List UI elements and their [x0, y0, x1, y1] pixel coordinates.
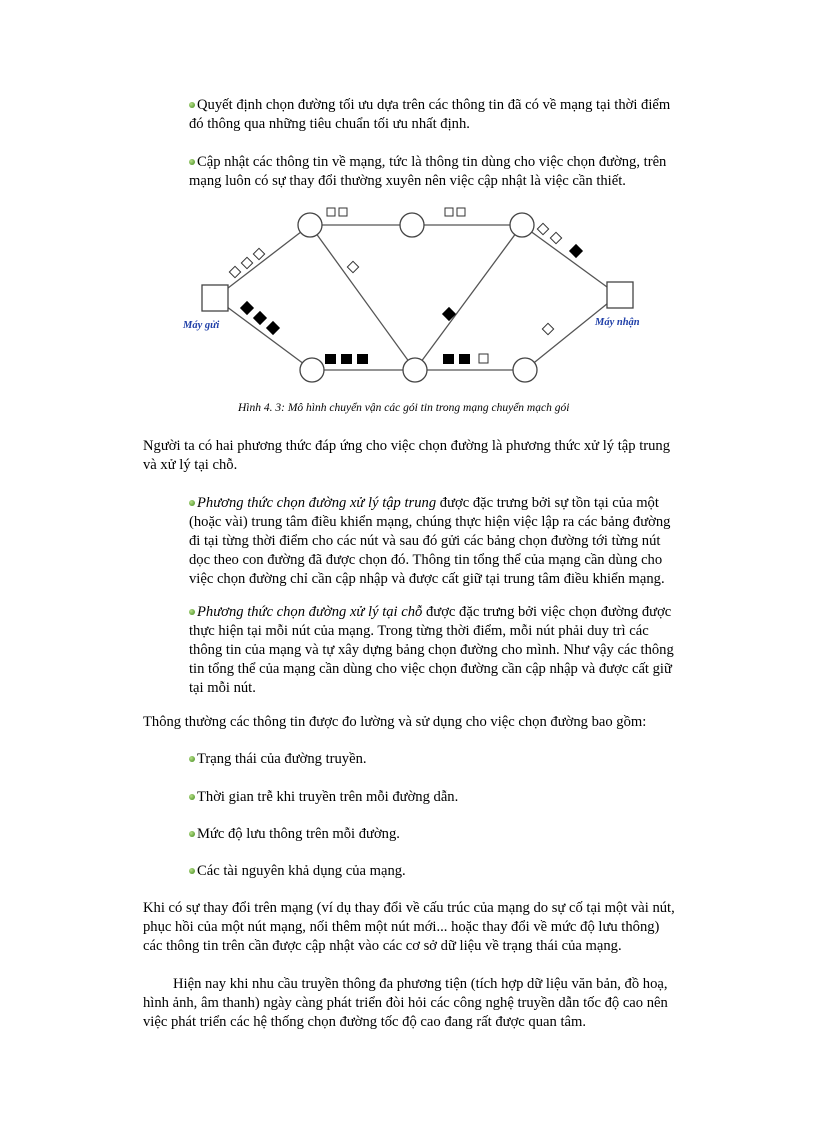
packet-black — [443, 354, 454, 364]
bullet-update-info: Cập nhật các thông tin về mạng, tức là thông tin dùng cho việc chọn đường, trên mạng luôn có sự thay đổi thường xuyên nên việc cập nhật là việc cần thiết. — [189, 154, 667, 189]
packet-white — [445, 208, 453, 216]
figure-caption: Hình 4. 3: Mô hình chuyển vận các gói tin trong mạng chuyển mạch gói — [238, 402, 570, 414]
packet-black — [442, 307, 456, 321]
packet-black — [569, 244, 583, 258]
info-item: Mức độ lưu thông trên mỗi đường. — [189, 825, 400, 844]
bullet-optimal-route: Quyết định chọn đường tối ưu dựa trên các thông tin đã có về mạng tại thời điểm đó thông qua những tiêu chuẩn tối ưu nhất định. — [189, 97, 671, 132]
router-node — [403, 358, 427, 382]
packet-white — [241, 257, 252, 268]
packet-white — [542, 323, 553, 334]
packet-black — [341, 354, 352, 364]
packet-white — [479, 354, 488, 363]
router-node — [510, 213, 534, 237]
green-bullet-icon — [189, 102, 195, 108]
sender-host — [202, 285, 228, 311]
packet-white — [327, 208, 335, 216]
packet-switching-diagram — [175, 200, 645, 395]
packet-black — [266, 321, 280, 335]
receiver-host — [607, 282, 633, 308]
router-node — [300, 358, 324, 382]
bullet-centralized-method: Phương thức chọn đường xử lý tập trung được đặc trưng bởi sự tồn tại của một (hoặc vài) trung tâm điều khiển mạng, chúng thực hiện việc lập ra các bảng đường đi tại từng thời điểm cho các nút và sau đó gửi các bảng chọn đường tới từng nút dọc theo con đường đã được chọn đó. Thông tin tổng thể của mạng cần dùng cho việc chọn đường chỉ cần cập nhập và được cất giữ tại trung tâm điều khiển mạng. — [189, 495, 671, 587]
info-item: Trạng thái của đường truyền. — [189, 750, 367, 769]
packet-black — [240, 301, 254, 315]
info-item: Thời gian trễ khi truyền trên mỗi đường dẫn. — [189, 788, 458, 807]
packet-white — [339, 208, 347, 216]
green-bullet-icon — [189, 609, 195, 615]
packet-white — [457, 208, 465, 216]
green-bullet-icon — [189, 831, 195, 837]
router-node — [298, 213, 322, 237]
packet-white — [537, 223, 548, 234]
green-bullet-icon — [189, 756, 195, 762]
info-item: Các tài nguyên khả dụng của mạng. — [189, 862, 406, 881]
green-bullet-icon — [189, 159, 195, 165]
packet-black — [253, 311, 267, 325]
packet-black — [357, 354, 368, 364]
packet-white — [229, 266, 240, 277]
paragraph-network-changes: Khi có sự thay đổi trên mạng (ví dụ thay đổi về cấu trúc của mạng do sự cố tại một vài nút, phục hồi của một nút mạng, nối thêm một nút mới... hoặc thay đổi về mức độ lưu thông) các thông tin trên cần được cập nhật vào các cơ sở dữ liệu về trạng thái của mạng. — [143, 900, 675, 954]
packet-black — [325, 354, 336, 364]
packet-black — [459, 354, 470, 364]
packet-white — [253, 248, 264, 259]
sender-label: Máy gửi — [183, 320, 220, 331]
paragraph-methods-intro: Người ta có hai phương thức đáp ứng cho việc chọn đường là phương thức xử lý tập trung và xử lý tại chỗ. — [143, 438, 670, 473]
packet-white — [347, 261, 358, 272]
router-node — [400, 213, 424, 237]
packet-white — [550, 232, 561, 243]
router-node — [513, 358, 537, 382]
bullet-local-method: Phương thức chọn đường xử lý tại chỗ được đặc trưng bởi việc chọn đường được thực hiện tại mỗi nút của mạng. Trong từng thời điểm, mỗi nút phải duy trì các thông tin của mạng và tự xây dựng bảng chọn đường cho mình. Như vậy các thông tin tổng thể của mạng cần dùng cho việc chọn đường cần cập nhập và được cất giữ tại mỗi nút. — [189, 604, 674, 696]
paragraph-info-intro: Thông thường các thông tin được đo lường và sử dụng cho việc chọn đường bao gồm: — [143, 714, 647, 730]
receiver-label: Máy nhận — [595, 317, 640, 328]
green-bullet-icon — [189, 868, 195, 874]
green-bullet-icon — [189, 794, 195, 800]
green-bullet-icon — [189, 500, 195, 506]
paragraph-high-speed: Hiện nay khi nhu cầu truyền thông đa phương tiện (tích hợp dữ liệu văn bản, đồ hoạ, hình ảnh, âm thanh) ngày càng phát triển đòi hỏi các công nghệ truyền dẫn tốc độ cao nên việc phát triển các hệ thống chọn đường tốc độ cao đang rất được quan tâm. — [143, 976, 668, 1030]
